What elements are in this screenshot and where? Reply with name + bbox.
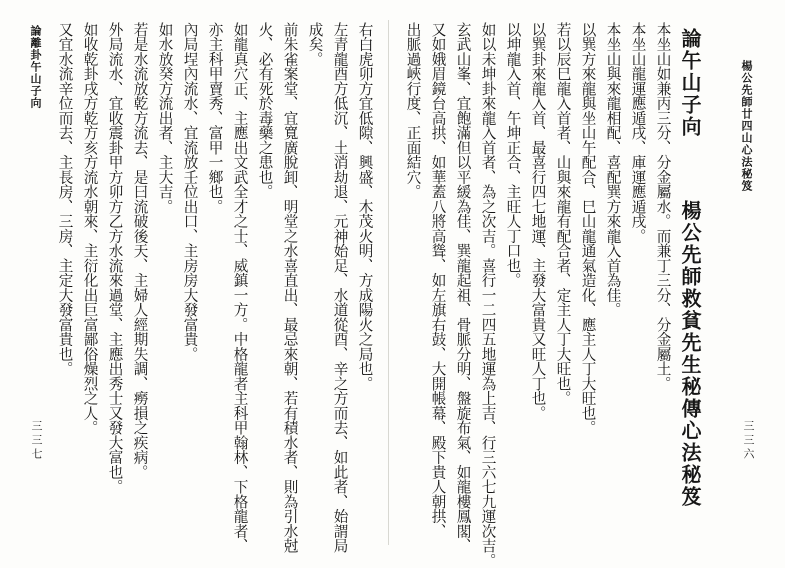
left-body-line-12: 如收乾卦戌方乾方亥方流水朝來、主衍化出巨富鄙俗燥烈之人。: [81, 22, 99, 435]
running-header-right: 楊公先師廿四山心法秘笈: [740, 60, 753, 192]
right-body-line-8: 如以未坤卦來龍入首者、為之次吉。喜行一二四五地運為上吉、行三六七九運次吉。: [479, 22, 497, 568]
running-header-left: 論離卦午山子向: [29, 25, 42, 109]
page-number-left: 三三七: [30, 420, 43, 462]
left-body-line-1: 右白虎卯方宜低隙、興盛、木茂火明、方成陽火之局也。: [356, 22, 374, 391]
left-body-line-7: 亦主科甲賣秀、富甲一鄉也。: [206, 22, 224, 214]
left-body-line-5: 火、必有死於毒藥之患也。: [256, 22, 274, 199]
right-body-line-11: 出脈過峽行度、正面結穴。: [404, 22, 422, 199]
right-body-line-7: 以坤龍入首、午坤正合、主旺人丁口也。: [504, 22, 522, 288]
page-number-right: 三三六: [742, 420, 755, 462]
right-body-line-6: 以巽卦來龍入首、最喜行四七地運、主發大富貴又旺人丁也。: [529, 22, 547, 421]
left-body-line-8: 內局埕內流水、宜流放壬位出口、主房房大發富貴。: [181, 22, 199, 362]
right-body-line-9: 玄武山峯、宜飽滿但以平緩為佳、巽龍起祖、骨脈分明、盤旋布氣、如龍樓鳳閣、: [454, 22, 472, 553]
right-body-line-2: 本坐山龍運應遁戌、庫運應遁戌。: [629, 22, 647, 244]
right-body-line-5: 若以辰巳龍入首者、山與來龍有配合者、定主人丁大旺也。: [554, 22, 572, 406]
right-body-line-3: 本坐山與來龍相配、喜配巽方來龍入首為佳。: [604, 22, 622, 317]
chapter-title: 論午山子向: [678, 28, 702, 138]
left-body-line-4: 前朱雀案堂、宜寬廣脫卸、明堂之水喜直出、最忌來朝、若有積水者、則為引水尅: [281, 22, 299, 553]
left-body-line-10: 若是水流放乾方流去、是曰流破後天、主婦人經期失調、癆損之疾病。: [131, 22, 149, 480]
left-body-line-11: 外局流水、宜收震卦甲方卯方乙方水流來過堂、主應出秀士又發大富也。: [106, 22, 124, 494]
page-gutter: [388, 20, 389, 545]
left-body-line-2: 左青龍酉方低沉、土消劫退、元神始足、水道從酉、辛之方而去、如此者、始謂局: [331, 22, 349, 553]
left-body-line-9: 如水放癸方流出者、主大吉。: [156, 22, 174, 214]
right-body-line-4: 以巽方來龍與坐山午配合、巳山龍通氣造化、應主人丁大旺也。: [579, 22, 597, 435]
left-body-line-3: 成矣。: [306, 22, 324, 67]
left-body-line-6: 如龍真穴正、主應出文武全才之士、威鎮一方。中格龍者主科甲翰林、下格龍者、: [231, 22, 249, 553]
right-body-line-1: 本坐山如兼丙三分、分金屬水。而兼丁三分、分金屬土。: [654, 22, 672, 391]
left-body-line-13: 又宜水流辛位而去、主長房、三房、主定大發富貴也。: [56, 22, 74, 376]
author-title: 楊公先師救貧先生秘傳心法秘笈: [678, 200, 702, 508]
right-body-line-10: 又如娥眉鏡台高拱、如華蓋八將高聳、如左旗右鼓、大開帳幕、殿下貴人朝拱、: [429, 22, 447, 539]
